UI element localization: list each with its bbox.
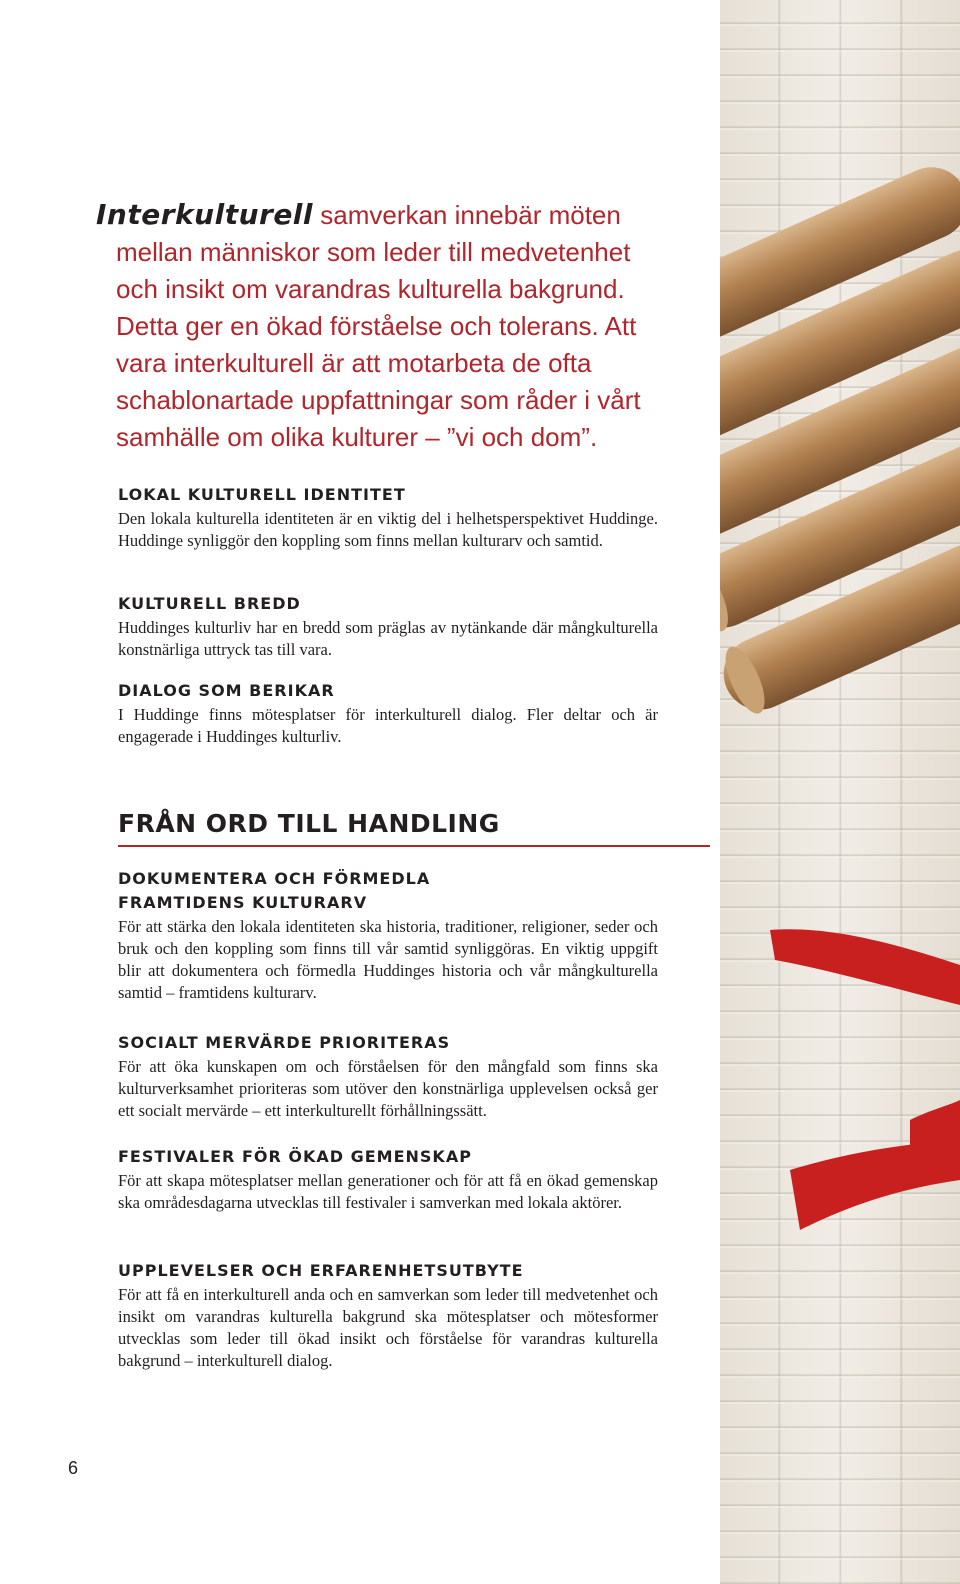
section-kulturell-bredd	[118, 593, 658, 661]
intro-line: Detta ger en ökad förståelse och tolerans. Att	[116, 311, 637, 341]
section-text: Den lokala kulturella identiteten är en viktig del i helhetsperspektivet Huddinge. Huddinge synliggör den koppling som finns mellan kulturarv och samtid.	[118, 509, 658, 550]
section-text: I Huddinge finns mötesplatser för interkulturell dialog. Fler deltar och är engagerade i Huddinges kulturliv.	[118, 705, 658, 746]
intro-script-word: Interkulturell	[96, 198, 313, 231]
section-upplevelser	[118, 1260, 658, 1372]
section-text: För att få en interkulturell anda och en samverkan som leder till medvetenhet och insikt om varandras kulturella bakgrund ska mötesplatser och mötesformer utvecklas som leder till ökad insikt och förståelse för varandras kulturella bakgrund – interkulturell dialog.	[118, 1285, 658, 1370]
section-socialt-mervarde	[118, 1032, 658, 1122]
section-text: För att öka kunskapen om och förståelsen för den mångfald som finns ska kulturverksamhet prioriteras som utöver den konstnärliga upplevelsen också ger ett socialt mervärde – ett interkulturellt förhållningssätt.	[118, 1057, 658, 1120]
section-text: För att skapa mötesplatser mellan generationer och för att få en ökad gemenskap ska områdesdagarna utvecklas till festivaler i samverkan med lokala aktörer.	[118, 1171, 658, 1212]
intro-line: samverkan innebär möten	[320, 200, 621, 230]
cinnamon-sticks-illustration	[720, 0, 960, 1584]
section-dialog	[118, 680, 658, 748]
section-lokal-identitet	[118, 484, 658, 552]
intro-line: samhälle om olika kulturer – ”vi och dom”.	[116, 422, 598, 452]
section-heading: DIALOG SOM BERIKAR	[118, 681, 335, 700]
main-heading: FRÅN ORD TILL HANDLING	[118, 809, 500, 838]
section-heading: KULTURELL BREDD	[118, 594, 301, 613]
intro-line: schablonartade uppfattningar som råder i vårt	[116, 385, 641, 415]
intro-paragraph	[96, 196, 696, 456]
section-text: För att stärka den lokala identiteten ska historia, traditioner, religioner, seder och bruk och den koppling som finns till vår samtid synliggöras. En viktig uppgift blir att dokumentera och förmedla Huddinges historia och vår mångkulturella samtid – framtidens kulturarv.	[118, 917, 658, 1002]
section-heading: UPPLEVELSER OCH ERFARENHETSUTBYTE	[118, 1261, 524, 1280]
section-dokumentera	[118, 868, 658, 1004]
intro-line: och insikt om varandras kulturella bakgrund.	[116, 274, 625, 304]
section-heading: SOCIALT MERVÄRDE PRIORITERAS	[118, 1033, 451, 1052]
section-heading: FESTIVALER FÖR ÖKAD GEMENSKAP	[118, 1147, 472, 1166]
section-festivaler	[118, 1146, 658, 1214]
section-subheading: FRAMTIDENS KULTURARV	[118, 893, 368, 912]
section-text: Huddinges kulturliv har en bredd som präglas av nytänkande där mångkulturella konstnärliga uttryck tas till vara.	[118, 618, 658, 659]
cinnamon-photo	[720, 0, 960, 1584]
heading-rule	[118, 845, 710, 847]
intro-line: mellan människor som leder till medvetenhet	[116, 237, 631, 267]
intro-line: vara interkulturell är att motarbeta de ofta	[116, 348, 592, 378]
section-heading: LOKAL KULTURELL IDENTITET	[118, 485, 406, 504]
page-number: 6	[68, 1458, 79, 1478]
section-heading: DOKUMENTERA OCH FÖRMEDLA	[118, 869, 431, 888]
